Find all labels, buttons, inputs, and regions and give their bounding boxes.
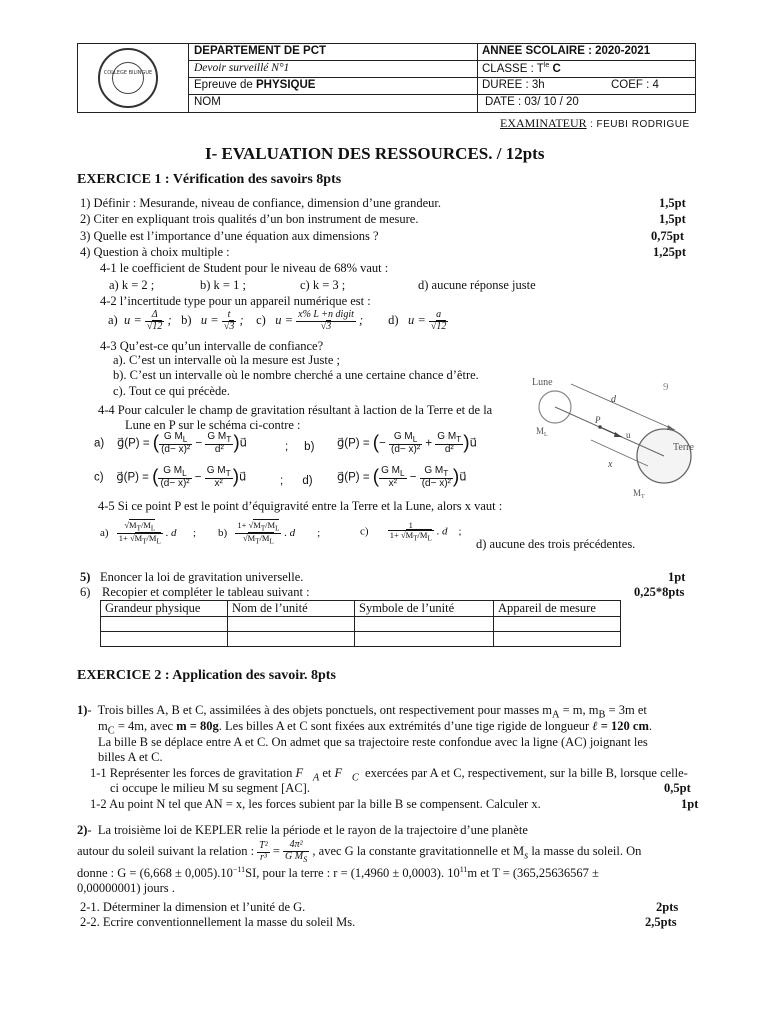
- subject: Epreuve de PHYSIQUE: [194, 79, 316, 91]
- u-label: u: [626, 430, 631, 440]
- q4-1-a: a) k = 2 ;: [109, 278, 155, 292]
- corner-mark: 9: [663, 381, 669, 393]
- q4-3-a: a). C’est un intervalle où la mesure est Juste ;: [113, 353, 341, 367]
- q4-4-sep-a: ; b): [285, 441, 315, 453]
- q3: 3) Quelle est l’importance d’une équation aux dimensions ?: [80, 229, 379, 243]
- q5: Enoncer la loi de gravitation universelle.: [100, 570, 304, 584]
- q6-number: 6): [80, 585, 91, 599]
- school-logo: [98, 48, 158, 108]
- q5-number: 5): [80, 570, 91, 584]
- ex2-p2-line2: autour du soleil suivant la relation : $\frac{\text{T²}}{\text{r³}}$ = $\frac{\text{4π²}}{G M_S}$ , avec G la constante gravitationnelle et $M_s$ la masse du soleil. On: [77, 839, 642, 864]
- table-header: Grandeur physique: [101, 601, 228, 617]
- q4-2-options: a) u = $\frac{\Delta}{√12}$ ; b) u = $\frac{t}{√3}$ ; c) u = $\frac{\text{x\% L +n digit}}{√3}$ ; d) u = $\frac{a}{√12}$: [108, 309, 447, 332]
- ex2-q1-1-points: 0,5pt: [664, 781, 691, 795]
- ex2-p2-line3: donne : $G = (6,668 \pm 0,005).10^{-11}SI$, pour la terre : r = (1,4960 ± 0,0003). $10^{11}m$ et T = (365,25636567 ±: [77, 865, 599, 881]
- ex2-q1-1-line2: ci occupe le milieu M su segment [AC].: [110, 781, 310, 795]
- ex2-p1-line2: $m_C = 4m$, avec m = 80g. Les billes A et C sont fixées aux extrémités d’une tige rigide de longueur ℓ = 120 cm.: [98, 719, 652, 737]
- q4-1-c: c) k = 3 ;: [300, 278, 346, 292]
- q4-4-option-c: c) g⃗(P) = ( $\frac{G M_L}{\text{(d− x)²}}$ − $\frac{G M_T}{\text{x²}}$ )u⃗: [94, 465, 247, 489]
- earth-label: Terre: [673, 442, 694, 453]
- section-title: I- EVALUATION DES RESSOURCES. / 12pts: [205, 144, 545, 163]
- q6-points: 0,25*8pts: [634, 585, 685, 599]
- d-label: d: [611, 394, 616, 405]
- logo-text: COLLEGE BILINGUE: [103, 70, 153, 76]
- ex2-p2-line4: 0,00000001) jours .: [77, 881, 175, 895]
- header-row-4: [188, 95, 695, 112]
- table-header: Appareil de mesure: [494, 601, 621, 617]
- q4-5: 4-5 Si ce point P est le point d’équigravité entre la Terre et la Lune, alors x vaut :: [98, 499, 503, 513]
- class-label: CLASSE : $T^{le}$ C: [482, 62, 561, 75]
- earth-mass-label: $M_T$: [633, 488, 645, 500]
- ex2-p2-line1: 2)- La troisième loi de KEPLER relie la période et le rayon de la trajectoire d’une planète: [77, 823, 528, 837]
- department: DEPARTEMENT DE PCT: [194, 45, 327, 57]
- header-row-2: [188, 61, 695, 78]
- q4-4-line2: Lune en P sur le schéma ci-contre :: [125, 418, 301, 432]
- header-row-3: [188, 78, 695, 95]
- q4-5-option-b: b) $\frac{1+ √M_T/M_L}{√M_T/M_L}$ . d ;: [218, 520, 321, 546]
- q4-4-option-b: g⃗(P) = (− $\frac{G M_L}{\text{(d− x)²}}$ + $\frac{G M_T}{\text{d²}}$ )u⃗: [337, 431, 477, 455]
- logo-cell: [78, 44, 189, 112]
- moon-label: Lune: [532, 377, 553, 388]
- ex2-title: EXERCICE 2 : Application des savoir. 8pts: [77, 668, 336, 683]
- ex2-q2-1: 2-1. Déterminer la dimension et l’unité de G.: [80, 900, 306, 914]
- q4-5-option-a: a) $\frac{√M_T/M_L}{1+ √M_T/M_L}$ . d ;: [100, 520, 197, 546]
- coef: COEF : 4: [611, 79, 659, 91]
- test-name: Devoir surveillé N°1: [194, 62, 290, 74]
- ex2-q2-1-points: 2pts: [656, 900, 679, 914]
- ex2-p1-line1: 1)- Trois billes A, B et C, assimilées à des objets ponctuels, ont respectivement pour masses $m_A = m$, $m_B = 3m$ et: [77, 703, 647, 721]
- examiner: EXAMINATEUR : FEUBI RODRIGUE: [500, 116, 690, 130]
- header-table: [77, 43, 696, 113]
- header-row-1: [188, 44, 695, 61]
- units-table: [100, 600, 621, 647]
- table-header: Symbole de l’unité: [355, 601, 494, 617]
- q4-points: 1,25pt: [653, 245, 686, 259]
- q5-points: 1pt: [668, 570, 686, 584]
- q6: Recopier et compléter le tableau suivant :: [102, 585, 310, 599]
- duration: DUREE : 3h: [482, 79, 545, 91]
- q4-5-option-c: c) $\frac{1}{1+ √M_T/M_L}$ . d ;: [360, 520, 462, 543]
- ex2-q1-1-line1: 1-1 Représenter les forces de gravitation $F⃗_A$ et $F⃗_C$ exercées par A et C, respectivement, sur la bille B, lorsque celle-: [90, 766, 688, 784]
- q4-3-b: b). C’est un intervalle où le nombre cherché a une certaine chance d’être.: [113, 368, 479, 382]
- ex2-q2-2: 2-2. Ecrire conventionnellement la masse du soleil Ms.: [80, 915, 356, 929]
- ex1-title: EXERCICE 1 : Vérification des savoirs 8pts: [77, 172, 342, 187]
- ex2-q1-2: 1-2 Au point N tel que AN = x, les forces subient par la bille B se compensent. Calculer x.: [90, 797, 541, 811]
- x-label: x: [608, 459, 613, 470]
- table-row: [101, 632, 621, 647]
- school-year: ANNEE SCOLAIRE : 2020-2021: [482, 45, 651, 57]
- q4-5-option-d: d) aucune des trois précédentes.: [476, 537, 636, 551]
- q4-3: 4-3 Qu’est-ce qu’un intervalle de confiance?: [100, 339, 324, 353]
- ex2-q1-2-points: 1pt: [681, 797, 699, 811]
- q2: 2) Citer en expliquant trois qualités d’un bon instrument de mesure.: [80, 212, 419, 226]
- date: DATE : 03/ 10 / 20: [485, 96, 579, 108]
- p-label: P: [595, 415, 601, 425]
- q4: 4) Question à choix multiple :: [80, 245, 230, 259]
- q4-2: 4-2 l’incertitude type pour un appareil numérique est :: [100, 294, 371, 308]
- q4-4-option-d: g⃗(P) = ( $\frac{G M_L}{\text{x²}}$ − $\frac{G M_T}{\text{(d− x)²}}$ )u⃗: [337, 465, 467, 489]
- moon-earth-figure: [525, 372, 700, 507]
- q4-1-d: d) aucune réponse juste: [418, 278, 536, 292]
- q4-4-option-a: a) g⃗(P) = ( $\frac{G M_L}{\text{(d− x)²}}$ − $\frac{G M_T}{\text{d²}}$ )u⃗: [94, 431, 247, 455]
- q1-points: 1,5pt: [659, 196, 686, 210]
- table-header-row: [101, 601, 621, 617]
- moon-mass-label: $M_L$: [536, 426, 548, 438]
- ex2-p1-line3: La bille B se déplace entre A et C. On admet que sa trajectoire reste confondue avec la ligne (AC) joignant les: [98, 735, 648, 749]
- name-label: NOM: [194, 96, 221, 108]
- q1: 1) Définir : Mesurande, niveau de confiance, dimension d’une grandeur.: [80, 196, 441, 210]
- ex2-p1-line4: billes A et C.: [98, 750, 163, 764]
- distance-line: [571, 384, 675, 430]
- q3-points: 0,75pt: [651, 229, 684, 243]
- q4-3-c: c). Tout ce qui précède.: [113, 384, 230, 398]
- table-header: Nom de l’unité: [228, 601, 355, 617]
- q2-points: 1,5pt: [659, 212, 686, 226]
- ex2-q2-2-points: 2,5pts: [645, 915, 677, 929]
- table-row: [101, 617, 621, 632]
- q4-4-sep-c: ; d): [280, 475, 313, 487]
- q4-1: 4-1 le coefficient de Student pour le niveau de 68% vaut :: [100, 261, 389, 275]
- q4-1-b: b) k = 1 ;: [200, 278, 246, 292]
- q4-4-line1: 4-4 Pour calculer le champ de gravitation résultant à laction de la Terre et de la: [98, 403, 493, 417]
